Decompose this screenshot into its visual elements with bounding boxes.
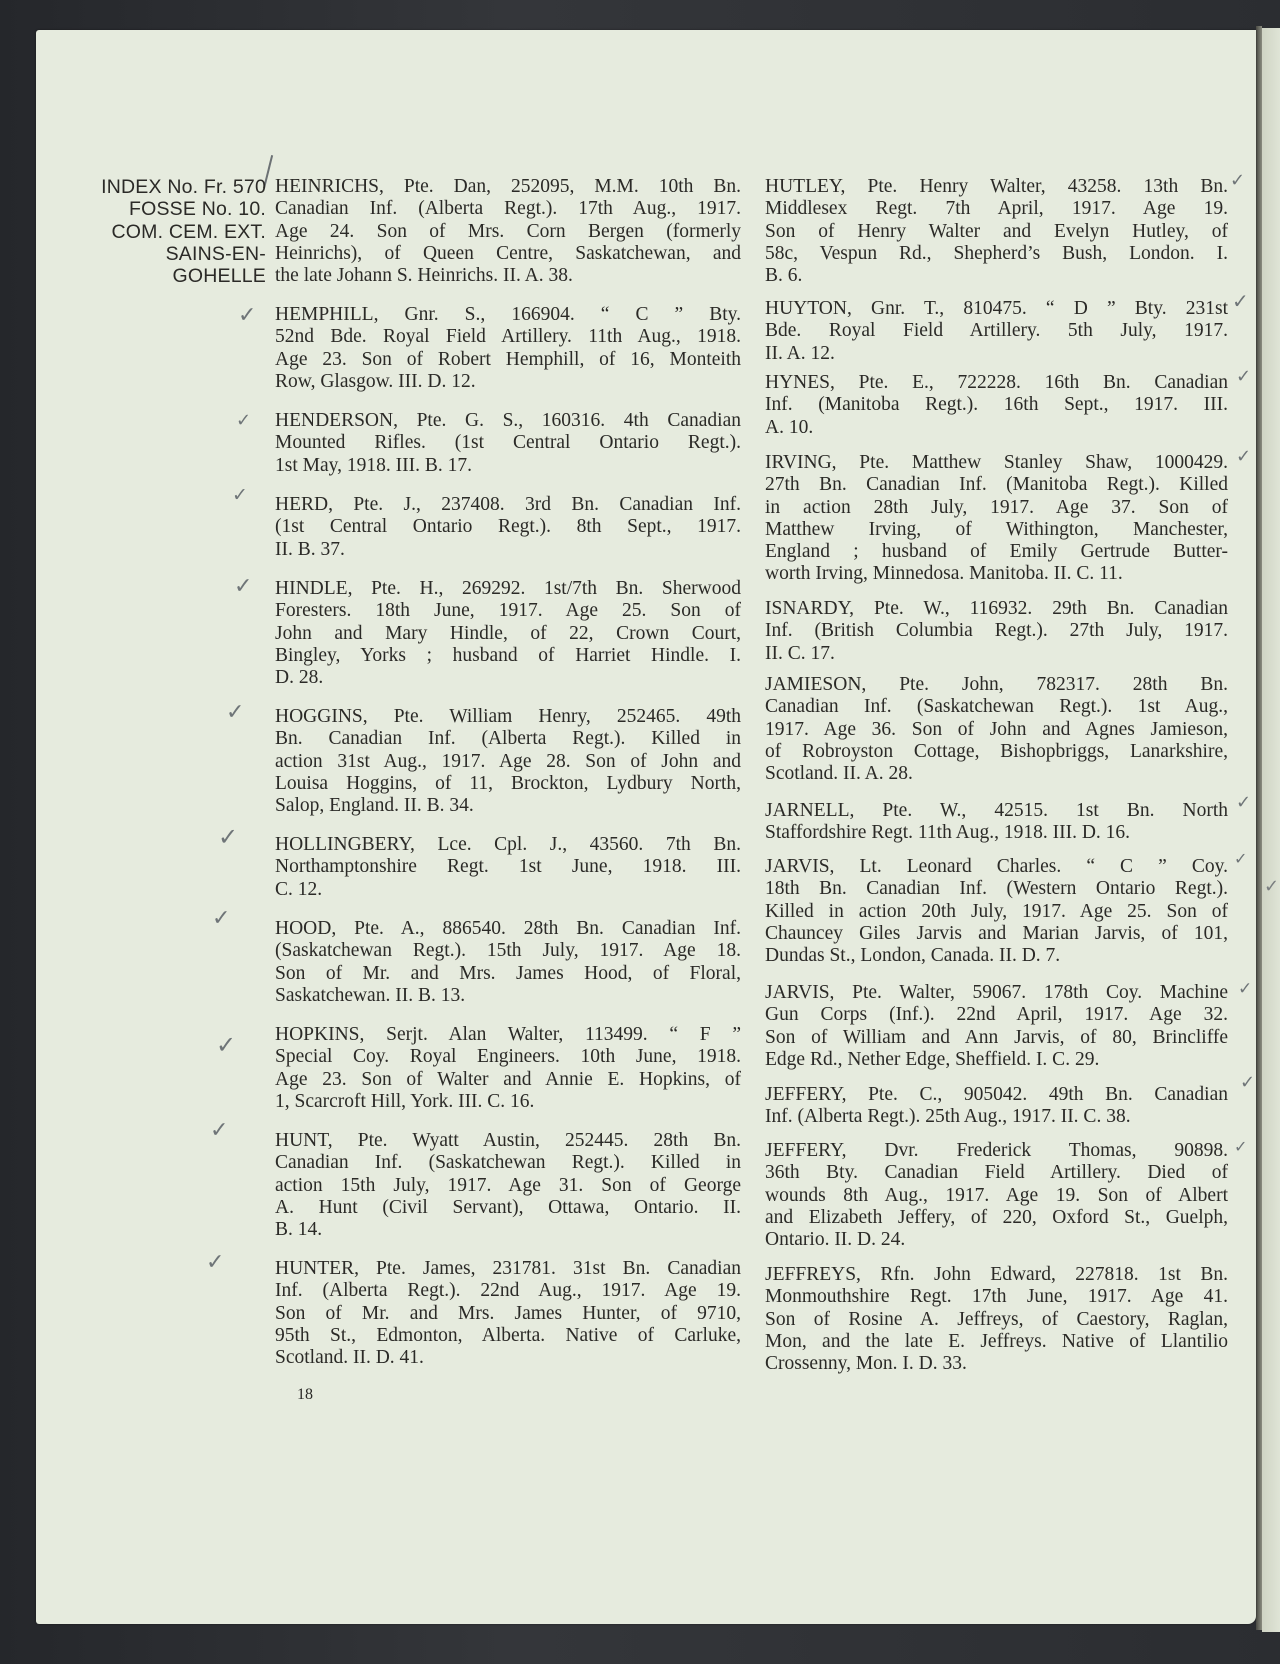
entry-line: Bn. Canadian Inf. (Alberta Regt.). Killed in bbox=[275, 728, 741, 750]
cemetery-type: COM. CEM. EXT. bbox=[111, 220, 266, 243]
entry-line: Gun Corps (Inf.). 22nd April, 1917. Age 32. bbox=[765, 1004, 1228, 1026]
entry-line: Killed in action 20th July, 1917. Age 25. Son of bbox=[765, 900, 1228, 922]
casualty-entry bbox=[765, 1140, 1228, 1251]
entry-line: action 15th July, 1917. Age 31. Son of George bbox=[275, 1174, 741, 1196]
adjacent-page-edge bbox=[1262, 28, 1280, 1632]
entry-line: Age 23. Son of Walter and Annie E. Hopkins, of bbox=[275, 1068, 741, 1090]
check-mark-icon: ✓ bbox=[1238, 979, 1253, 999]
check-mark-icon: ✓ bbox=[1234, 1137, 1248, 1156]
cemetery-location-1: SAINS-EN- bbox=[165, 242, 266, 265]
casualty-entry bbox=[275, 918, 741, 1007]
entry-line: HOLLINGBERY, Lce. Cpl. J., 43560. 7th Bn. bbox=[275, 834, 741, 855]
casualty-entry bbox=[275, 1024, 741, 1113]
entry-line: 95th St., Edmonton, Alberta. Native of Carluke, bbox=[275, 1324, 741, 1346]
entry-line: A. Hunt (Civil Servant), Ottawa, Ontario. II. bbox=[275, 1196, 741, 1218]
casualty-entry bbox=[765, 298, 1228, 365]
entry-line: and Elizabeth Jeffery, of 220, Oxford St., Guelph, bbox=[765, 1206, 1228, 1228]
entry-line: Matthew Irving, of Withington, Manchester, bbox=[765, 518, 1228, 540]
casualty-entry bbox=[275, 834, 741, 901]
entry-line: 1917. Age 36. Son of John and Agnes Jamieson, bbox=[765, 718, 1228, 740]
casualty-entry bbox=[275, 304, 741, 393]
entry-line: HINDLE, Pte. H., 269292. 1st/7th Bn. Sherwood bbox=[275, 578, 741, 599]
entry-line: Scotland. II. D. 41. bbox=[275, 1347, 424, 1369]
entry-line: of Robroyston Cottage, Bishopbriggs, Lanarkshire, bbox=[765, 740, 1228, 762]
entry-line: Dundas St., London, Canada. II. D. 7. bbox=[765, 945, 1061, 967]
entry-line: HEMPHILL, Gnr. S., 166904. “ C ” Bty. bbox=[275, 304, 741, 325]
entry-line: Inf. (Alberta Regt.). 22nd Aug., 1917. Age 19. bbox=[275, 1280, 741, 1302]
entry-line: Son of William and Ann Jarvis, of 80, Brincliffe bbox=[765, 1026, 1228, 1048]
cemetery-location-2: GOHELLE bbox=[172, 265, 266, 288]
check-mark-icon: ✓ bbox=[206, 1250, 225, 1275]
entry-line: B. 6. bbox=[765, 265, 803, 287]
entry-line: HEINRICHS, Pte. Dan, 252095, M.M. 10th Bn. bbox=[275, 176, 741, 197]
entry-line: II. C. 17. bbox=[765, 642, 835, 664]
casualty-entry bbox=[765, 800, 1228, 845]
check-mark-icon: ✓ bbox=[1232, 289, 1249, 313]
entry-line: Saskatchewan. II. B. 13. bbox=[275, 984, 466, 1006]
entry-line: Ontario. II. D. 24. bbox=[765, 1229, 906, 1251]
entry-line: B. 14. bbox=[275, 1219, 323, 1241]
check-mark-icon: ✓ bbox=[212, 906, 231, 931]
entry-line: worth Irving, Minnedosa. Manitoba. II. C. 11. bbox=[765, 563, 1123, 585]
check-mark-icon: ✓ bbox=[218, 823, 239, 851]
check-mark-icon: ✓ bbox=[1230, 170, 1246, 191]
casualty-entry bbox=[765, 1084, 1228, 1129]
casualty-entry bbox=[765, 452, 1228, 586]
check-mark-icon: ✓ bbox=[1236, 446, 1252, 467]
entry-line: Son of Rosine A. Jeffreys, of Caestory, Raglan, bbox=[765, 1308, 1228, 1330]
entry-line: 52nd Bde. Royal Field Artillery. 11th Aug., 1918. bbox=[275, 326, 741, 348]
entry-line: JARNELL, Pte. W., 42515. 1st Bn. North bbox=[765, 800, 1228, 821]
entry-line: Bde. Royal Field Artillery. 5th July, 1917. bbox=[765, 320, 1228, 342]
entry-line: 1st May, 1918. III. B. 17. bbox=[275, 454, 472, 476]
entry-line: JAMIESON, Pte. John, 782317. 28th Bn. bbox=[765, 674, 1228, 695]
entry-line: John and Mary Hindle, of 22, Crown Court, bbox=[275, 622, 741, 644]
entry-line: Foresters. 18th June, 1917. Age 25. Son of bbox=[275, 600, 741, 622]
entry-line: Scotland. II. A. 28. bbox=[765, 763, 913, 785]
entry-line: HOOD, Pte. A., 886540. 28th Bn. Canadian Inf. bbox=[275, 918, 741, 939]
entry-line: Crossenny, Mon. I. D. 33. bbox=[765, 1353, 967, 1375]
entry-line: Edge Rd., Nether Edge, Sheffield. I. C. 29. bbox=[765, 1048, 1100, 1070]
entry-line: (1st Central Ontario Regt.). 8th Sept., 1917. bbox=[275, 516, 741, 538]
entry-line: A. 10. bbox=[765, 416, 814, 438]
entry-line: Son of Mr. and Mrs. James Hood, of Floral, bbox=[275, 962, 741, 984]
adjacent-page-check-mark-icon: ✓ bbox=[1264, 876, 1280, 897]
entry-line: action 31st Aug., 1917. Age 28. Son of John and bbox=[275, 750, 741, 772]
entry-line: II. B. 37. bbox=[275, 538, 345, 560]
entry-line: ISNARDY, Pte. W., 116932. 29th Bn. Canadian bbox=[765, 598, 1228, 619]
entry-line: Special Coy. Royal Engineers. 10th June, 1918. bbox=[275, 1046, 741, 1068]
casualty-entry bbox=[275, 1258, 741, 1369]
check-mark-icon: ✓ bbox=[238, 303, 257, 328]
entry-line: Heinrichs), of Queen Centre, Saskatchewan, and bbox=[275, 242, 741, 264]
check-mark-icon: ✓ bbox=[232, 484, 248, 506]
check-mark-icon: ✓ bbox=[1240, 1072, 1256, 1093]
entry-line: Canadian Inf. (Alberta Regt.). 17th Aug., 1917. bbox=[275, 198, 741, 220]
entry-line: Age 24. Son of Mrs. Corn Bergen (formerly bbox=[275, 220, 741, 242]
entry-line: the late Johann S. Heinrichs. II. A. 38. bbox=[275, 265, 573, 287]
casualty-entry bbox=[275, 176, 741, 287]
entry-line: HUNT, Pte. Wyatt Austin, 252445. 28th Bn. bbox=[275, 1130, 741, 1151]
entry-line: JARVIS, Pte. Walter, 59067. 178th Coy. Machine bbox=[765, 982, 1228, 1003]
entry-line: Son of Mr. and Mrs. James Hunter, of 9710, bbox=[275, 1302, 741, 1324]
entry-line: Monmouthshire Regt. 17th June, 1917. Age 41. bbox=[765, 1286, 1228, 1308]
casualty-entry bbox=[765, 1264, 1228, 1375]
check-mark-icon: ✓ bbox=[226, 700, 245, 725]
casualty-entry bbox=[765, 856, 1228, 967]
entry-line: Inf. (British Columbia Regt.). 27th July, 1917. bbox=[765, 620, 1228, 642]
casualty-entry bbox=[765, 982, 1228, 1071]
casualty-entry bbox=[275, 410, 741, 477]
entry-line: JEFFERY, Pte. C., 905042. 49th Bn. Canadian bbox=[765, 1084, 1228, 1105]
entry-line: Row, Glasgow. III. D. 12. bbox=[275, 370, 476, 392]
casualty-entry bbox=[275, 494, 741, 561]
entry-line: Chauncey Giles Jarvis and Marian Jarvis, of 101, bbox=[765, 922, 1228, 944]
check-mark-icon: ✓ bbox=[1234, 849, 1248, 868]
check-mark-icon: ✓ bbox=[210, 1118, 229, 1143]
entry-line: 58c, Vespun Rd., Shepherd’s Bush, London. I. bbox=[765, 242, 1228, 264]
index-number: INDEX No. Fr. 570 bbox=[101, 176, 266, 198]
entry-line: D. 28. bbox=[275, 667, 324, 689]
entry-line: HUYTON, Gnr. T., 810475. “ D ” Bty. 231st bbox=[765, 298, 1228, 319]
entry-line: (Saskatchewan Regt.). 15th July, 1917. Age 18. bbox=[275, 940, 741, 962]
entry-line: II. A. 12. bbox=[765, 342, 835, 364]
entry-line: Middlesex Regt. 7th April, 1917. Age 19. bbox=[765, 198, 1228, 220]
entry-line: HOGGINS, Pte. William Henry, 252465. 49th bbox=[275, 706, 741, 727]
entry-line: 1, Scarcroft Hill, York. III. C. 16. bbox=[275, 1090, 535, 1112]
entry-line: in action 28th July, 1917. Age 37. Son of bbox=[765, 496, 1228, 518]
entry-line: JEFFERY, Dvr. Frederick Thomas, 90898. bbox=[765, 1140, 1228, 1161]
entry-line: Canadian Inf. (Saskatchewan Regt.). 1st Aug., bbox=[765, 696, 1228, 718]
casualty-entry bbox=[765, 674, 1228, 785]
entry-line: Salop, England. II. B. 34. bbox=[275, 795, 474, 817]
entry-line: IRVING, Pte. Matthew Stanley Shaw, 1000429. bbox=[765, 452, 1228, 473]
entry-line: JARVIS, Lt. Leonard Charles. “ C ” Coy. bbox=[765, 856, 1228, 877]
entry-line: Northamptonshire Regt. 1st June, 1918. III. bbox=[275, 856, 741, 878]
entry-line: Inf. (Manitoba Regt.). 16th Sept., 1917. III. bbox=[765, 394, 1228, 416]
entry-line: HENDERSON, Pte. G. S., 160316. 4th Canadian bbox=[275, 410, 741, 431]
entry-line: 36th Bty. Canadian Field Artillery. Died of bbox=[765, 1162, 1228, 1184]
check-mark-icon: ✓ bbox=[234, 574, 253, 599]
entry-line: HOPKINS, Serjt. Alan Walter, 113499. “ F ” bbox=[275, 1024, 741, 1045]
check-mark-icon: ✓ bbox=[1236, 792, 1252, 813]
entry-line: Mounted Rifles. (1st Central Ontario Regt.). bbox=[275, 432, 741, 454]
entry-line: Canadian Inf. (Saskatchewan Regt.). Killed in bbox=[275, 1152, 741, 1174]
fosse-number: FOSSE No. 10. bbox=[129, 198, 266, 221]
entry-line: Bingley, Yorks ; husband of Harriet Hindle. I. bbox=[275, 644, 741, 666]
entry-line: Son of Henry Walter and Evelyn Hutley, of bbox=[765, 220, 1228, 242]
cemetery-index-block bbox=[60, 176, 266, 287]
check-mark-icon: ✓ bbox=[236, 410, 252, 431]
entry-line: Mon, and the late E. Jeffreys. Native of Llantilio bbox=[765, 1330, 1228, 1352]
entry-line: Age 23. Son of Robert Hemphill, of 16, Monteith bbox=[275, 348, 741, 370]
entry-line: Inf. (Alberta Regt.). 25th Aug., 1917. II. C. 38. bbox=[765, 1106, 1131, 1128]
entry-line: 27th Bn. Canadian Inf. (Manitoba Regt.). Killed bbox=[765, 474, 1228, 496]
casualty-entry bbox=[275, 1130, 741, 1241]
entry-line: Louisa Hoggins, of 11, Brockton, Lydbury North, bbox=[275, 772, 741, 794]
entry-line: 18th Bn. Canadian Inf. (Western Ontario Regt.). bbox=[765, 878, 1228, 900]
entry-line: JEFFREYS, Rfn. John Edward, 227818. 1st Bn. bbox=[765, 1264, 1228, 1285]
casualty-entry bbox=[765, 372, 1228, 439]
entry-line: Staffordshire Regt. 11th Aug., 1918. III. D. 16. bbox=[765, 822, 1131, 844]
entry-line: HUNTER, Pte. James, 231781. 31st Bn. Canadian bbox=[275, 1258, 741, 1279]
page-number: 18 bbox=[297, 1386, 313, 1403]
casualty-entry bbox=[275, 578, 741, 689]
casualty-entry bbox=[275, 706, 741, 817]
entry-line: England ; husband of Emily Gertrude Butter- bbox=[765, 541, 1228, 563]
check-mark-icon: ✓ bbox=[1236, 366, 1252, 387]
entry-line: HYNES, Pte. E., 722228. 16th Bn. Canadian bbox=[765, 372, 1228, 393]
entry-line: C. 12. bbox=[275, 878, 323, 900]
entry-line: wounds 8th Aug., 1917. Age 19. Son of Albert bbox=[765, 1184, 1228, 1206]
entry-line: HERD, Pte. J., 237408. 3rd Bn. Canadian Inf. bbox=[275, 494, 741, 515]
check-mark-icon: ✓ bbox=[216, 1031, 237, 1059]
casualty-entry bbox=[765, 176, 1228, 287]
entry-line: HUTLEY, Pte. Henry Walter, 43258. 13th Bn. bbox=[765, 176, 1228, 197]
casualty-entry bbox=[765, 598, 1228, 665]
